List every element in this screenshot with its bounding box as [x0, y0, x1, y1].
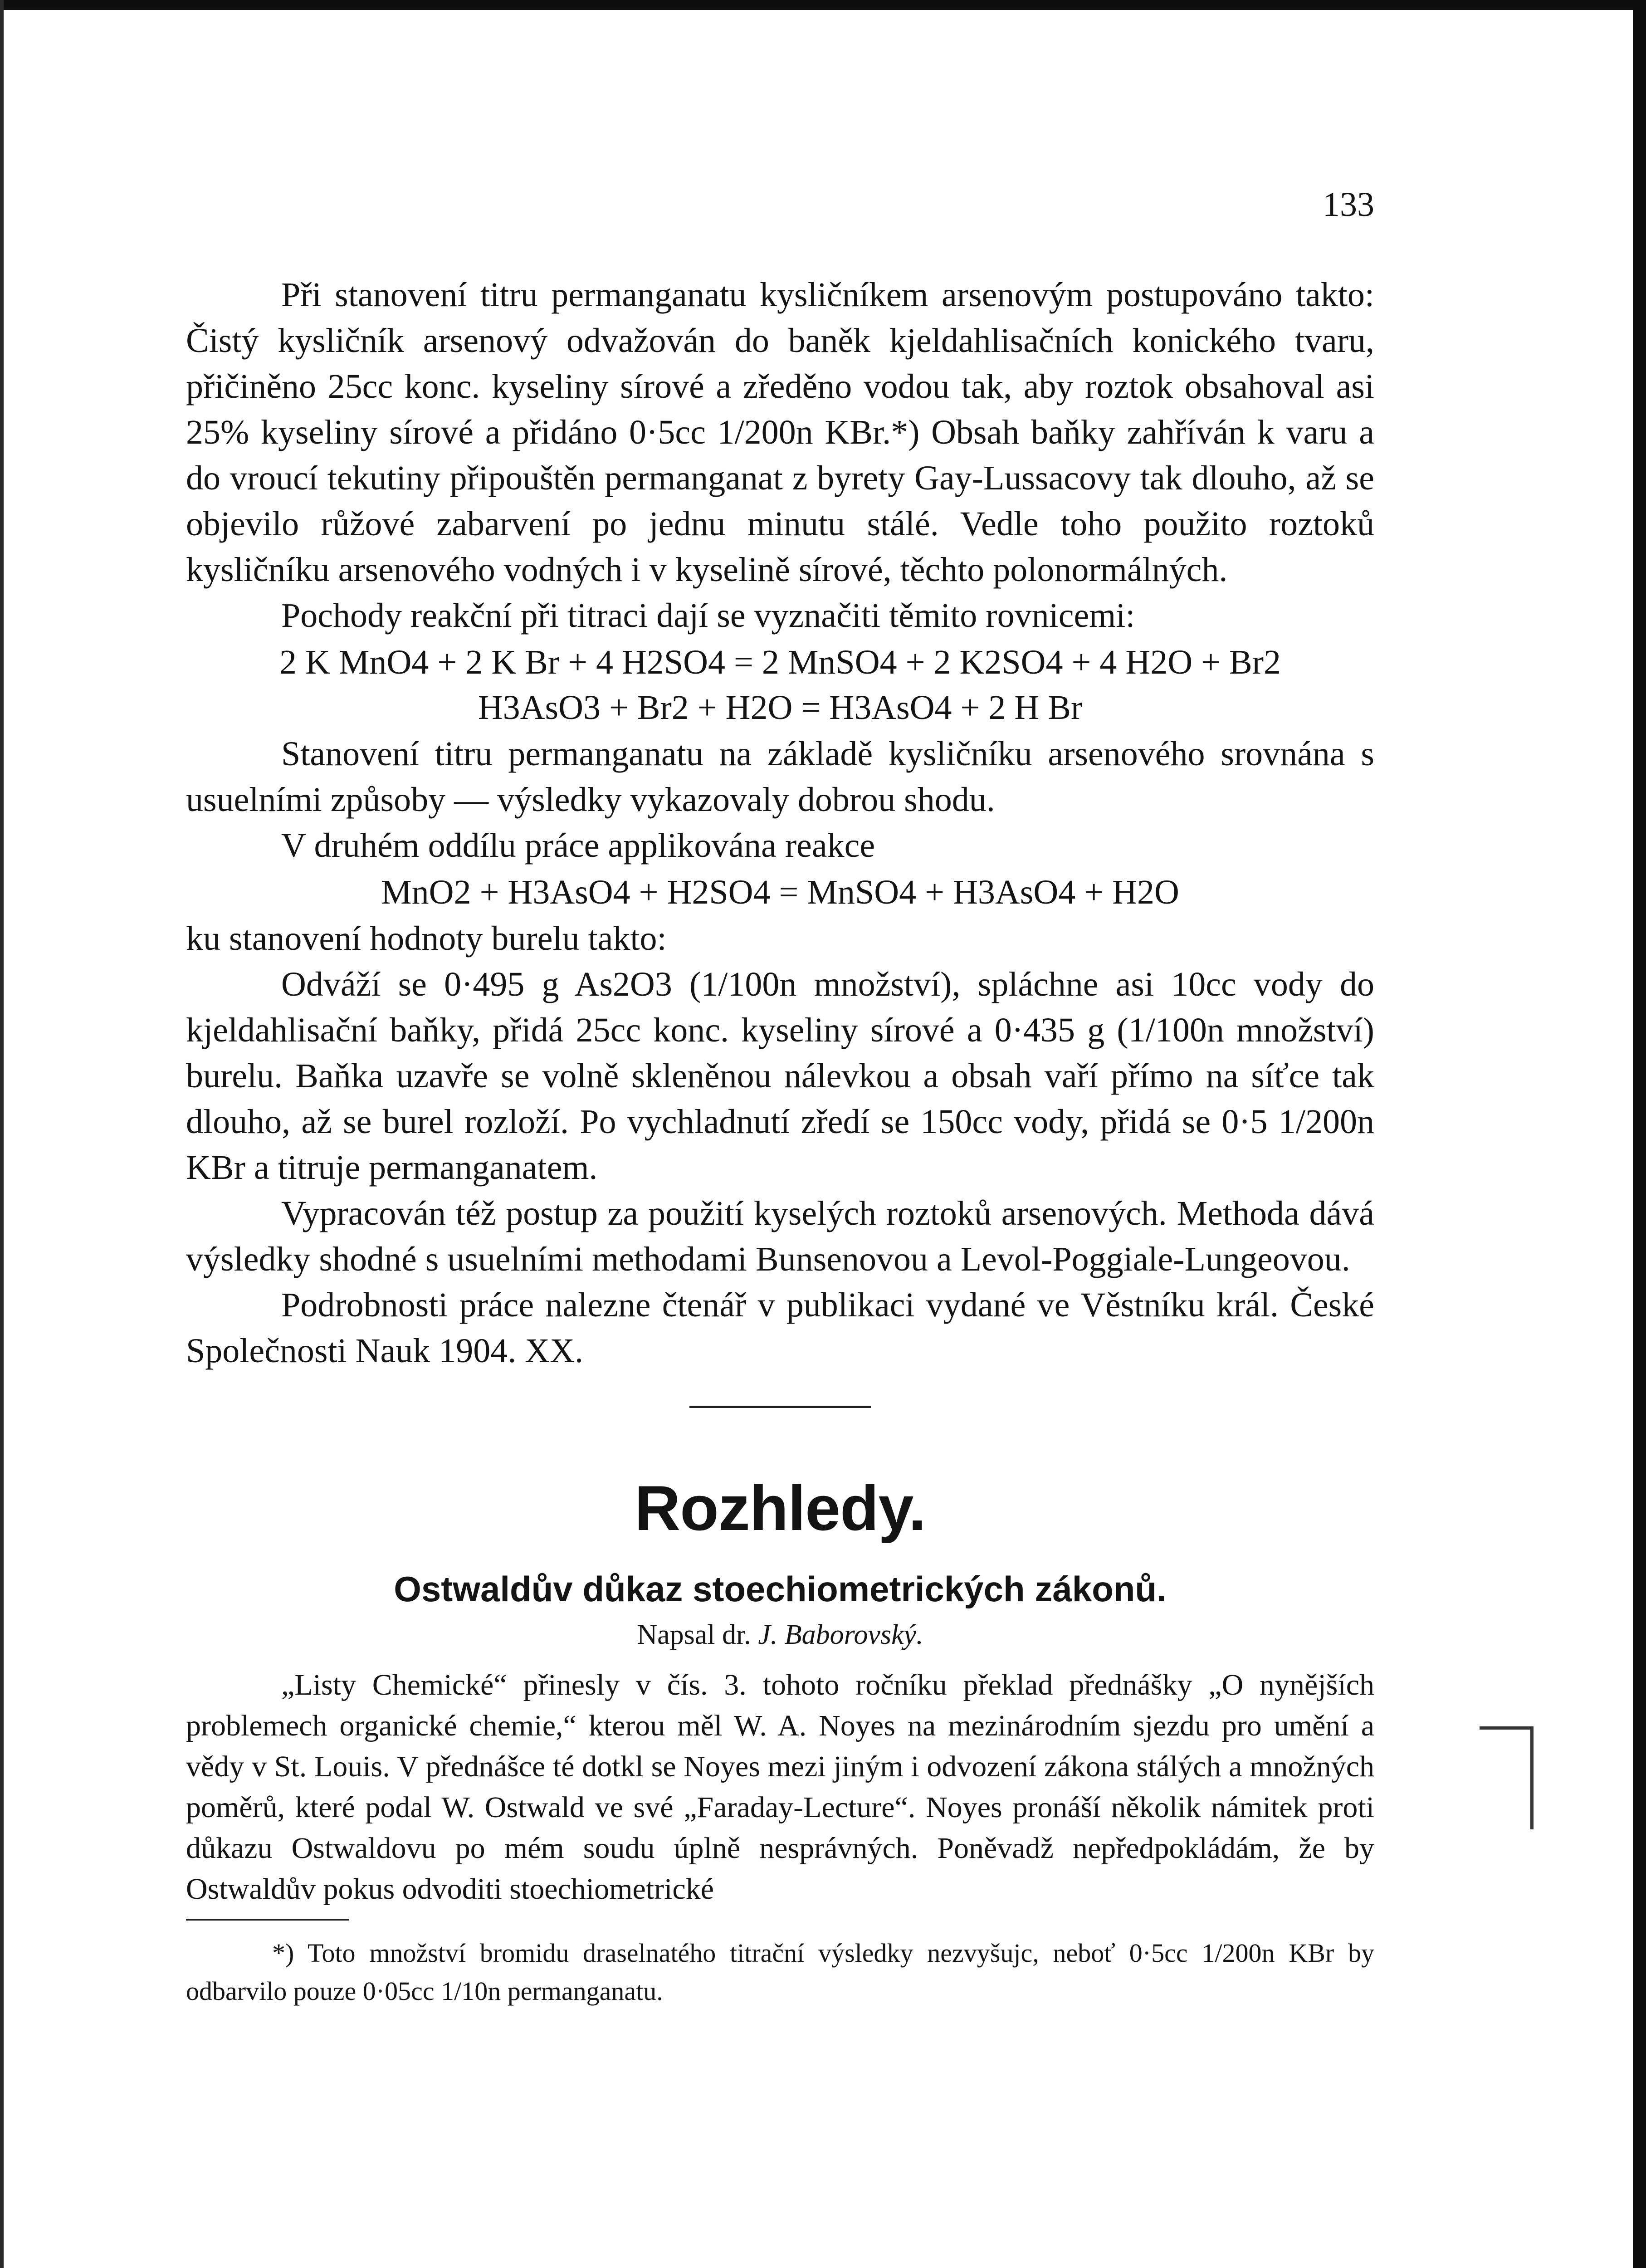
scan-border-right	[1633, 0, 1646, 2268]
paragraph-reactions-intro: Pochody reakční při titraci dají se vyznačiti těmito rovnicemi:	[281, 596, 1135, 635]
paragraph-comparison: Stanovení titru permanganatu na základě kysličníku arsenového srovnána s usuelními způsoby — výsledky vykazovaly dobrou shodu.	[186, 735, 1374, 819]
page-content	[186, 272, 1374, 2010]
equation-permanganate-bromide: 2 K MnO4 + 2 K Br + 4 H2SO4 = 2 MnSO4 + 2 K2SO4 + 4 H2O + Br2	[279, 643, 1281, 681]
article-byline	[186, 1619, 1374, 1651]
equation-manganese-dioxide: MnO2 + H3AsO4 + H2SO4 = MnSO4 + H3AsO4 + H2O	[381, 873, 1179, 911]
section-heading: Rozhledy.	[635, 1472, 926, 1544]
article-body: „Listy Chemické“ přinesly v čís. 3. tohoto ročníku překlad přednášky „O nynějších problemech organické chemie,“ kterou měl W. A. Noyes na mezinárodním sjezdu pro umění a vědy v St. Louis. V přednášce té dotkl se Noyes mezi jiným i odvození zákona stálých a množných poměrů, které podal W. Ostwald ve své „Faraday-Lecture“. Noyes pronáší několik námitek proti důkazu Ostwaldovu po mém soudu úplně nesprávných. Poněvadž nepředpokládám, že by Ostwaldův pokus odvoditi stoechiometrické	[186, 1668, 1374, 1906]
paragraph-burel-intro: ku stanovení hodnoty burelu takto:	[186, 919, 667, 958]
paragraph-acidic-solutions: Vypracován též postup za použití kyselých roztoků arsenových. Methoda dává výsledky shodné s usuelními methodami Bunsenovou a Levol-Poggiale-Lungeovou.	[186, 1194, 1374, 1278]
margin-bracket-mark	[1480, 1726, 1534, 1829]
page-number: 133	[1323, 186, 1374, 224]
paragraph-titration-method: Při stanovení titru permanganatu kysličníkem arsenovým postupováno takto: Čistý kysličník arsenový odvažován do baněk kjeldahlisačních konického tvaru, přičiněno 25cc konc. kyseliny sírové a zředěno vodou tak, aby roztok obsahoval asi 25% kyseliny sírové a přidáno 0·5cc 1/200n KBr.*) Obsah baňky zahříván k varu a do vroucí tekutiny připouštěn permanganat z byrety Gay-Lussacovy tak dlouho, až se objevilo růžové zabarvení po jednu minutu stálé. Vedle toho použito roztoků kysličníku arsenového vodných i v kyselině sírové, těchto polonormálných.	[186, 276, 1374, 589]
paragraph-procedure: Odváží se 0·495 g As2O3 (1/100n množství), spláchne asi 10cc vody do kjeldahlisační baňky, přidá 25cc konc. kyseliny sírové a 0·435 g (1/100n množství) burelu. Baňka uzavře se volně skleněnou nálevkou a obsah vaří přímo na síťce tak dlouho, až se burel rozloží. Po vychladnutí zředí se 150cc vody, přidá se 0·5 1/200n KBr a titruje permanganatem.	[186, 965, 1374, 1187]
paragraph-second-part: V druhém oddílu práce applikována reakce	[281, 826, 875, 865]
byline-prefix: Napsal dr.	[637, 1619, 751, 1650]
scan-border-left	[0, 0, 4, 2268]
scan-border-top	[0, 0, 1646, 10]
article-title: Ostwaldův důkaz stoechiometrických zákonů.	[394, 1569, 1167, 1609]
footnote-divider	[186, 1919, 349, 1921]
footnote: *) Toto množství bromidu draselnatého titrační výsledky nezvyšujc, neboť 0·5cc 1/200n KBr by odbarvilo pouze 0·05cc 1/10n permanganatu.	[186, 1938, 1374, 2006]
paragraph-publication-reference: Podrobnosti práce nalezne čtenář v publikaci vydané ve Věstníku král. České Společnosti Nauk 1904. XX.	[186, 1286, 1374, 1370]
byline-author: J. Baborovský.	[758, 1619, 923, 1650]
equation-arsenic-bromine: H3AsO3 + Br2 + H2O = H3AsO4 + 2 H Br	[478, 689, 1083, 727]
section-divider	[689, 1406, 871, 1408]
